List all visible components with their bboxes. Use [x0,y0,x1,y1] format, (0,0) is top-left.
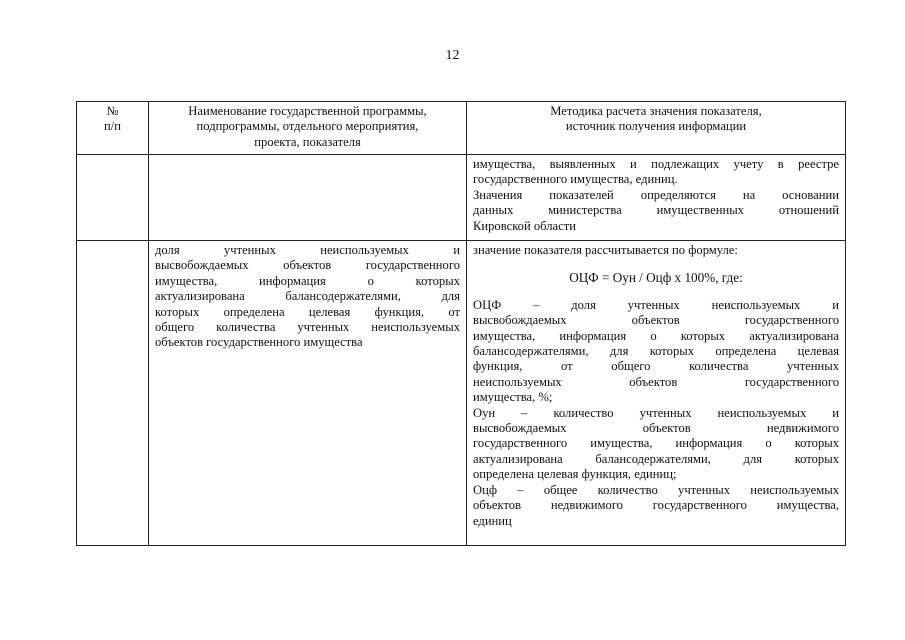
cell-num [77,155,149,241]
definition-line: государственного имущества, информация о которых [473,436,839,451]
definition-line: имущества, информация о которых актуализирована [473,328,839,343]
header-name [149,102,467,155]
header-method [467,102,846,155]
definition-line: ОЦФ – доля учтенных неиспользуемых и [473,297,839,312]
definition-line: Оун – количество учтенных неиспользуемых и [473,405,839,420]
header-num-line: № [106,104,119,118]
definition-line: неиспользуемых объектов государственного [473,374,839,389]
definition-line: функция, от общего количества учтенных [473,359,839,374]
definition-line: высвобождаемых объектов недвижимого [473,421,839,436]
header-name-line: подпрограммы, отдельного мероприятия, [196,119,419,134]
table-header-row [77,102,846,155]
table-row [77,241,846,546]
header-name-line: Наименование государственной программы, [188,104,427,118]
definition-line: высвобождаемых объектов государственного [473,313,839,328]
cell-method [467,155,846,241]
name-line: доля учтенных неиспользуемых и [155,243,460,257]
name-line: имущества, информация о которых [155,273,460,288]
indicator-table [76,101,846,546]
formula: ОЦФ = Оун / Оцф х 100%, где: [569,270,743,286]
header-num-line: п/п [104,119,121,134]
definition-line: единиц [473,513,512,528]
table-row [77,155,846,241]
definition-line: имущества, %; [473,390,553,405]
method-line: государственного имущества, единиц. [473,172,678,187]
definition-line: объектов недвижимого государственного имущества, [473,498,839,513]
definition-line: актуализирована балансодержателями, для которых [473,451,839,466]
name-line: актуализирована балансодержателями, для [155,289,460,304]
method-intro: значение показателя рассчитывается по формуле: [473,243,738,257]
name-line: общего количества учтенных неиспользуемых [155,320,460,335]
page-number: 12 [445,48,460,63]
definition-line: определена целевая функция, единиц; [473,467,677,482]
cell-name [149,241,467,546]
method-line: имущества, выявленных и подлежащих учету в реестре [473,157,839,171]
header-num [77,102,149,155]
cell-num [77,241,149,546]
name-line: объектов государственного имущества [155,335,363,350]
cell-method [467,241,846,546]
method-line: Значения показателей определяются на основании [473,187,839,202]
header-method-line: Методика расчета значения показателя, [550,104,762,118]
name-line: которых определена целевая функция, от [155,304,460,319]
header-name-line: проекта, показателя [254,134,361,149]
definition-line: Оцф – общее количество учтенных неиспользуемых [473,482,839,497]
cell-name [149,155,467,241]
definition-line: балансодержателями, для которых определена целевая [473,344,839,359]
header-method-line: источник получения информации [565,119,747,134]
method-line: Кировской области [473,218,576,233]
name-line: высвобождаемых объектов государственного [155,258,460,273]
method-line: данных министерства имущественных отношений [473,203,839,218]
